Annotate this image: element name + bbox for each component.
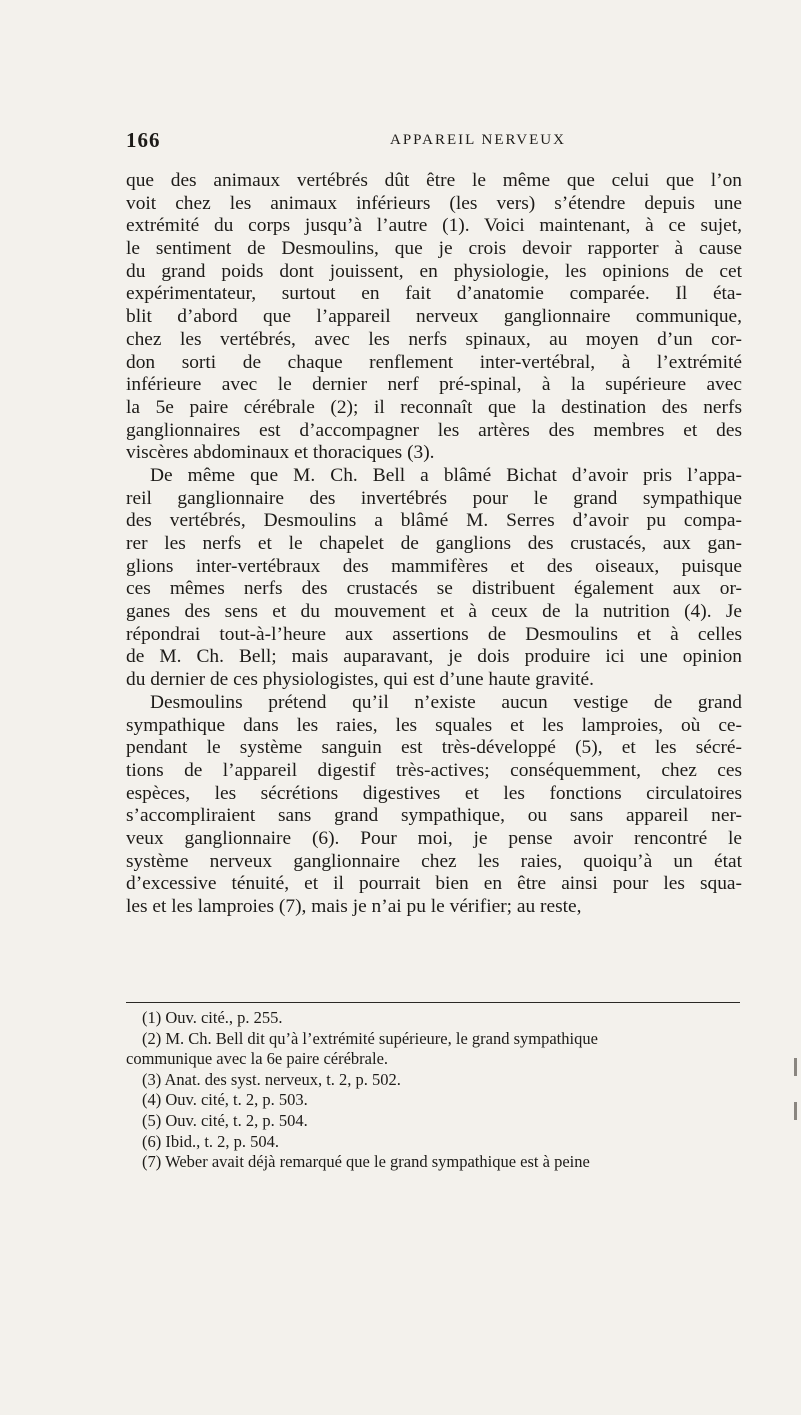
page-header (126, 128, 740, 158)
text-line: expérimentateur, surtout en fait d’anatomie comparée. Il éta- (126, 283, 742, 305)
text-line: du dernier de ces physiologistes, qui est d’une haute gravité. (126, 669, 594, 691)
footnote: (6) Ibid., t. 2, p. 504. (142, 1131, 280, 1151)
text-line: ces mêmes nerfs des crustacés se distribuent également aux or- (126, 578, 742, 600)
text-line: les et les lamproies (7), mais je n’ai pu le vérifier; au reste, (126, 896, 582, 917)
text-line: blit d’abord que l’appareil nerveux ganglionnaire communique, (126, 306, 742, 328)
text-line: voit chez les animaux inférieurs (les vers) s’étendre depuis une (126, 192, 742, 214)
text-line: d’excessive ténuité, et il pourrait bien en être ainsi pour les squa- (126, 873, 742, 895)
footnote: communique avec la 6e paire cérébrale. (126, 1049, 389, 1069)
text-line: du grand poids dont jouissent, en physiologie, les opinions de cet (126, 260, 742, 282)
footnote-rule (126, 1002, 740, 1003)
footnote: (5) Ouv. cité, t. 2, p. 504. (142, 1110, 308, 1130)
text-line: pendant le système sanguin est très-développé (5), et les sécré- (126, 737, 742, 759)
text-line: de M. Ch. Bell; mais auparavant, je dois produire ici une opinion (126, 646, 742, 668)
page-number: 166 (126, 128, 161, 152)
paragraph (126, 692, 742, 919)
text-line: veux ganglionnaire (6). Pour moi, je pense avoir rencontré le (126, 827, 742, 849)
text-line: De même que M. Ch. Bell a blâmé Bichat d’avoir pris l’appa- (150, 464, 742, 486)
text-line: inférieure avec le dernier nerf pré-spinal, à la supérieure avec (126, 374, 742, 396)
text-line: le sentiment de Desmoulins, que je crois devoir rapporter à cause (126, 238, 742, 260)
text-line: viscères abdominaux et thoraciques (3). (126, 442, 435, 464)
text-line: la 5e paire cérébrale (2); il reconnaît que la destination des nerfs (126, 396, 742, 418)
text-line: ganglionnaires est d’accompagner les artères des membres et des (126, 419, 742, 441)
page-edge-mark (794, 1102, 797, 1120)
body-text (126, 170, 742, 919)
text-line: chez les vertébrés, avec les nerfs spinaux, au moyen d’un cor- (126, 328, 742, 350)
text-line: s’accompliraient sans grand sympathique, ou sans appareil ner- (126, 805, 742, 827)
running-title: APPAREIL NERVEUX (390, 132, 566, 148)
text-line: tions de l’appareil digestif très-actives; conséquemment, chez ces (126, 759, 742, 781)
footnote: (7) Weber avait déjà remarqué que le grand sympathique est à peine (142, 1152, 590, 1172)
text-line: système nerveux ganglionnaire chez les raies, quoiqu’à un état (126, 850, 742, 872)
footnotes (126, 1008, 746, 1173)
footnote: (1) Ouv. cité., p. 255. (142, 1008, 283, 1027)
page-edge-mark (794, 1058, 797, 1076)
text-line: don sorti de chaque renflement inter-vertébral, à l’extrémité (126, 351, 742, 373)
text-line: des vertébrés, Desmoulins a blâmé M. Serres d’avoir pu compa- (126, 510, 742, 532)
paragraph (126, 465, 742, 692)
text-line: rer les nerfs et le chapelet de ganglions des crustacés, aux gan- (126, 533, 742, 554)
text-line: reil ganglionnaire des invertébrés pour le grand sympathique (126, 487, 742, 509)
text-line: glions inter-vertébraux des mammifères et des oiseaux, puisque (126, 555, 742, 577)
footnote: (3) Anat. des syst. nerveux, t. 2, p. 502. (142, 1069, 401, 1089)
text-line: sympathique dans les raies, les squales et les lamproies, où ce- (126, 714, 742, 736)
text-line: répondrai tout-à-l’heure aux assertions de Desmoulins et à celles (126, 623, 742, 645)
footnote: (4) Ouv. cité, t. 2, p. 503. (142, 1090, 308, 1110)
text-line: espèces, les sécrétions digestives et les fonctions circulatoires (126, 782, 742, 804)
text-line: ganes des sens et du mouvement et à ceux de la nutrition (4). Je (126, 601, 742, 623)
text-line: extrémité du corps jusqu’à l’autre (1). Voici maintenant, à ce sujet, (126, 215, 742, 237)
footnote: (2) M. Ch. Bell dit qu’à l’extrémité supérieure, le grand sympathique (142, 1028, 598, 1048)
text-line: Desmoulins prétend qu’il n’existe aucun vestige de grand (150, 691, 742, 713)
text-line: que des animaux vertébrés dût être le même que celui que l’on (126, 170, 742, 191)
paragraph (126, 170, 742, 465)
